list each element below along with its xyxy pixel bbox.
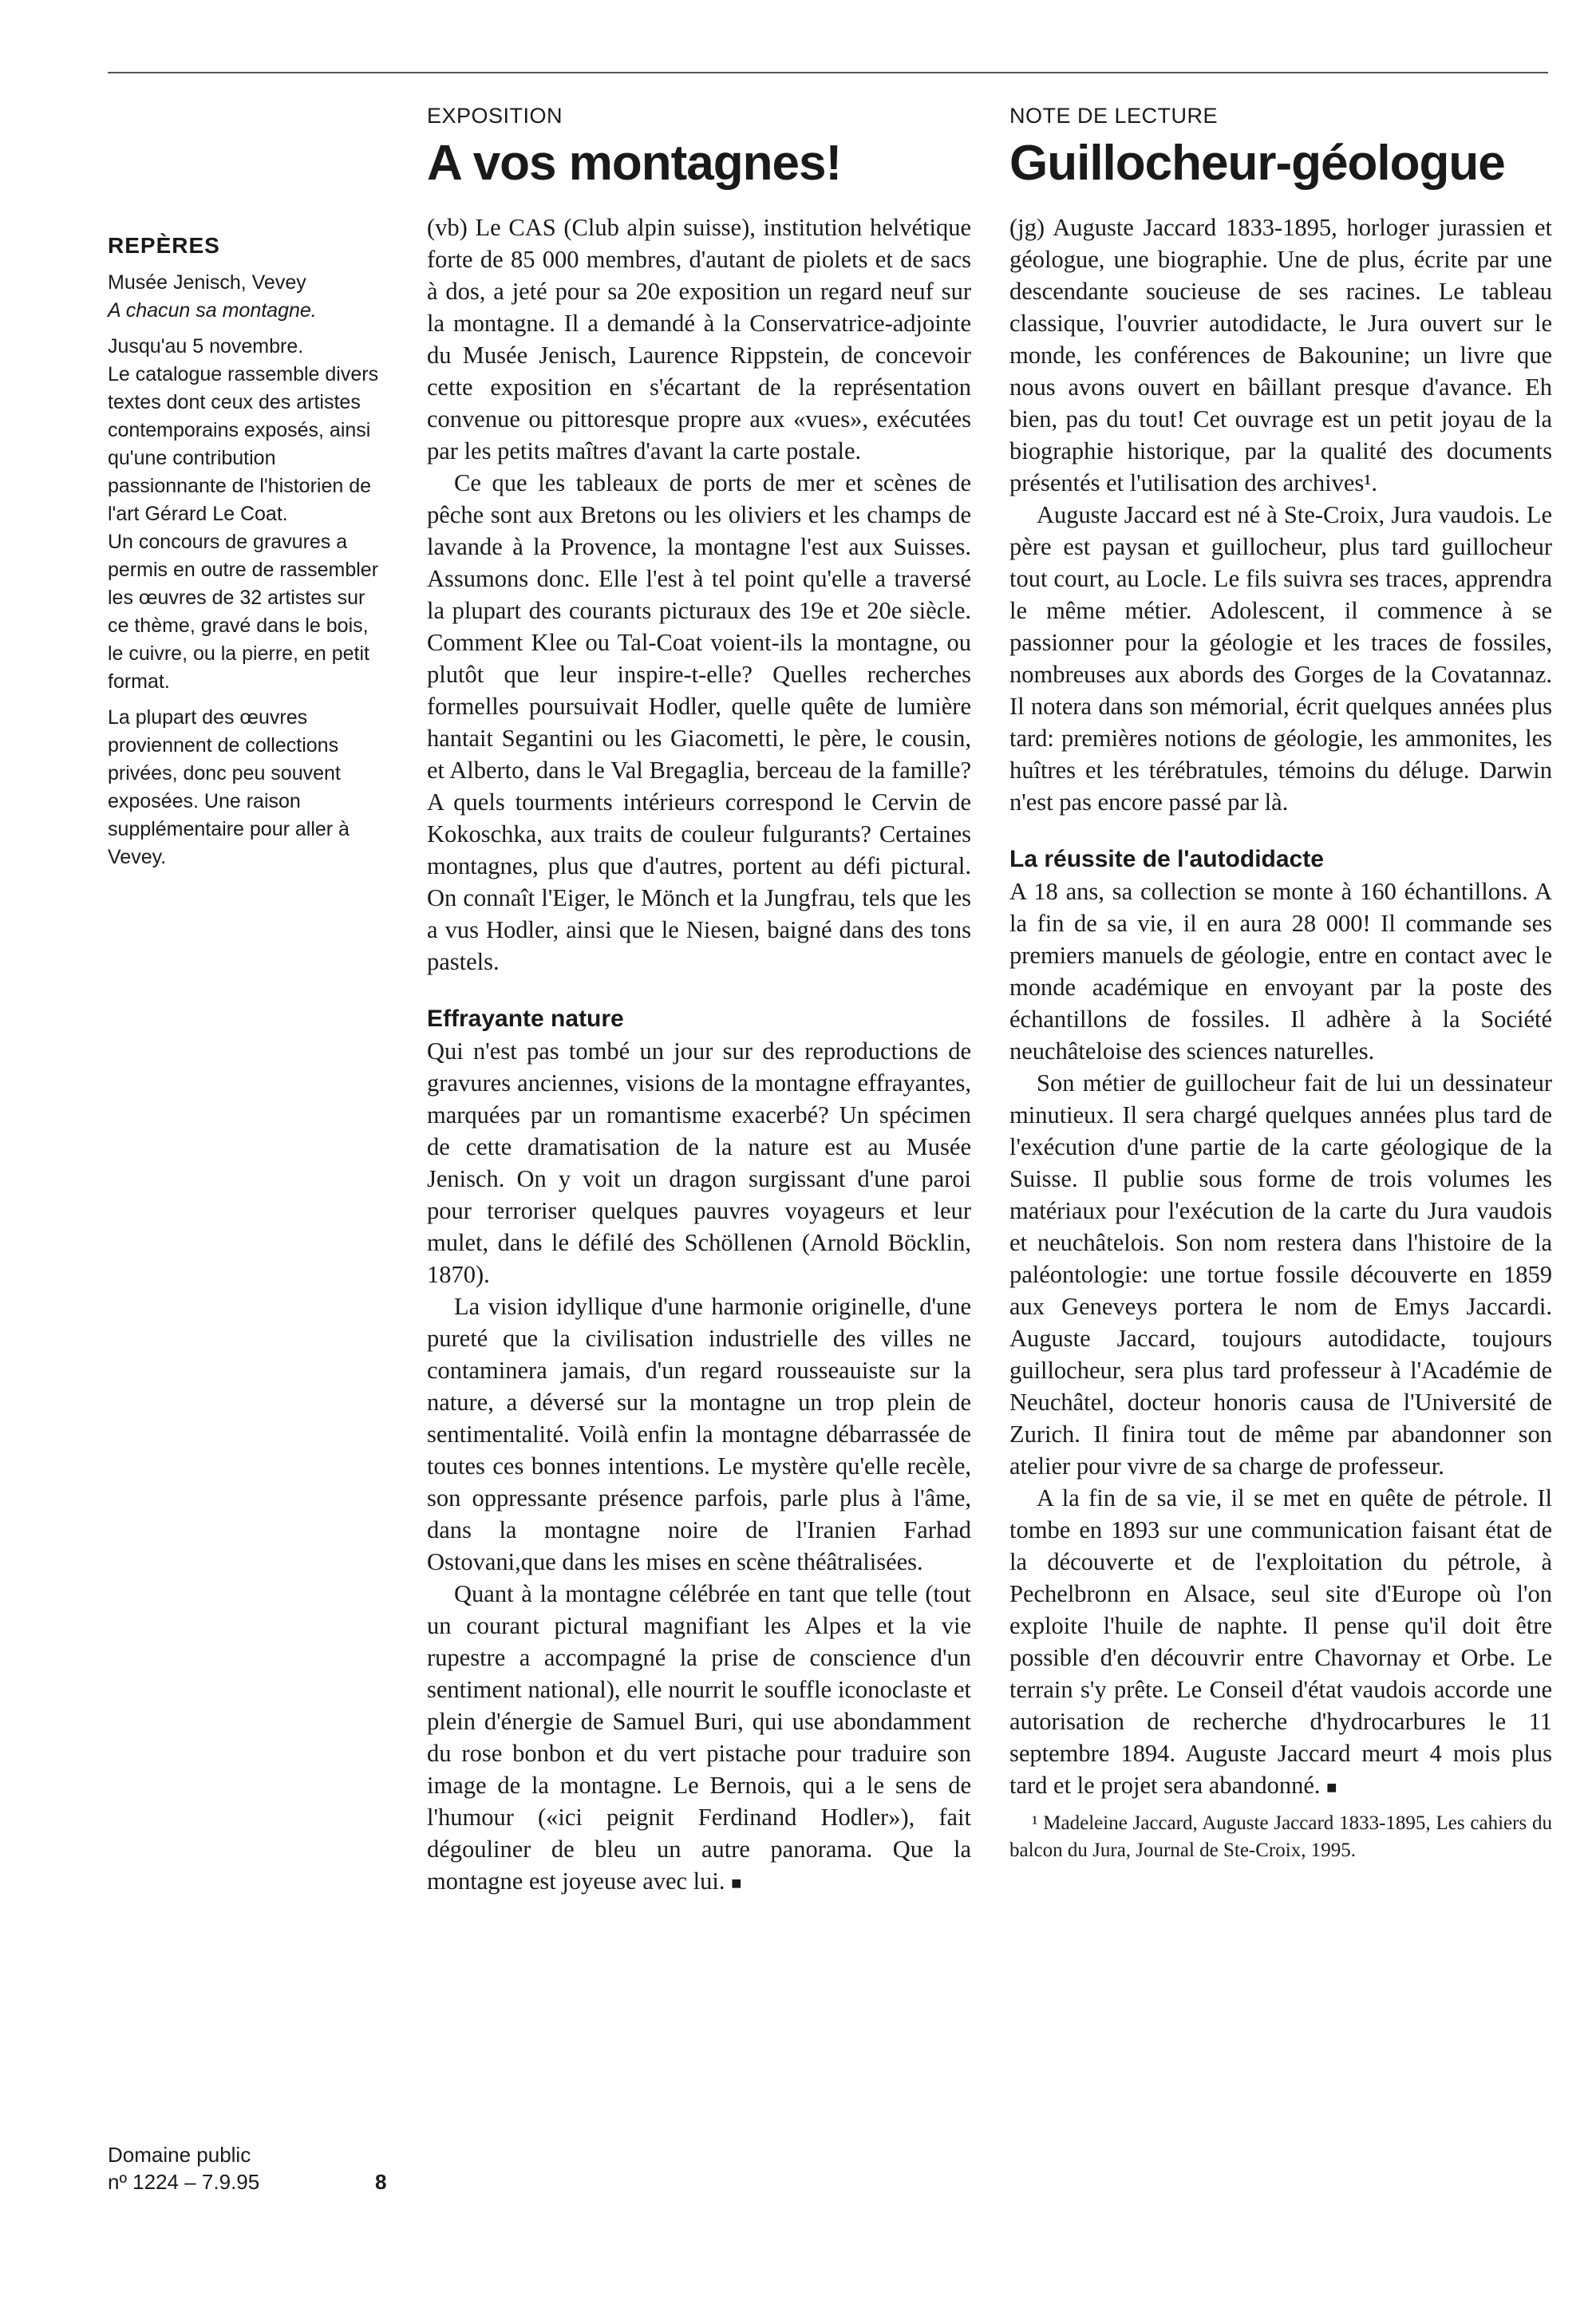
sidebar-info-block bbox=[108, 333, 383, 696]
article2-body bbox=[1009, 211, 1552, 1864]
top-rule bbox=[108, 72, 1548, 73]
sidebar-catalogue: Le catalogue rassemble divers textes dont ceux des artistes contemporains exposés, ainsi qu'une contribution passionnante de l'historien de l'art Gérard Le Coat. bbox=[108, 363, 379, 525]
article-note-de-lecture bbox=[1009, 104, 1552, 1864]
article2-paragraph-last bbox=[1009, 1482, 1552, 1804]
sidebar-venue: Musée Jenisch, Vevey bbox=[108, 271, 306, 294]
footer-publication: Domaine public bbox=[108, 2143, 251, 2167]
footnote: ¹ Madeleine Jaccard, Auguste Jaccard 1833-1895, Les cahiers du balcon du Jura, Journal de Ste-Croix, 1995. bbox=[1009, 1812, 1552, 1861]
article1-body bbox=[427, 211, 971, 1899]
article1-paragraph: Ce que les tableaux de ports de mer et scènes de pêche sont aux Bretons ou les oliviers et les champs de lavande à la Provence, la montagne l'est aux Suisses. Assumons donc. Elle l'est à tel point qu'elle a traversé la plupart des courants picturaux des 19e et 20e siècle. Comment Klee ou Tal-Coat voient-ils la montagne, ou plutôt que leur inspire-t-elle? Quelles recherches formelles poursuivait Hodler, quelle quête de lumière hantait Segantini ou les Giacometti, le père, le cousin, et Alberto, dans le Val Bregaglia, berceau de la famille? A quels tourments intérieurs correspond le Cervin de Kokoschka, aux traits de couleur fulgurants? Certaines montagnes, plus que d'autres, portent au défi pictural. On connaît l'Eiger, le Mönch et la Jungfrau, tels que les a vus Hodler, ainsi que le Niesen, baigné dans des tons pastels. bbox=[427, 469, 971, 975]
sidebar-dates: Jusqu'au 5 novembre. bbox=[108, 335, 304, 358]
article2-paragraph-text: A la fin de sa vie, il se met en quête de pétrole. Il tombe en 1893 sur une communication faisant état de la découverte et de l'exploitation du pétrole, à Pechelbronn en Alsace, seul site d'Europe où l'on exploite l'huile de naphte. Il pense qu'il doit être possible d'en découvrir entre Chavornay et Orbe. Le terrain s'y prête. Le Conseil d'état vaudois accorde une autorisation de recherche d'hydrocarbures le 11 septembre 1894. Auguste Jaccard meurt 4 mois plus tard et le projet sera abandonné. bbox=[1009, 1484, 1552, 1799]
article2-paragraph: (jg) Auguste Jaccard 1833-1895, horloger jurassien et géologue, une biographie. Une de plus, écrite par une descendante soucieuse de ses racines. Le tableau classique, l'ouvrier autodidacte, le Jura ouvert sur le monde, les conférences de Bakounine; un livre que nous avons ouvert en bâillant presque d'avance. Eh bien, pas du tout! Cet ouvrage est un petit joyau de la biographie historique, par la qualité des documents présentés et l'utilisation des archives¹. bbox=[1009, 214, 1552, 496]
article2-kicker: NOTE DE LECTURE bbox=[1009, 104, 1219, 128]
page-number: 8 bbox=[375, 2170, 387, 2194]
article1-subhead: Effrayante nature bbox=[427, 1006, 624, 1032]
sidebar-exhibition: A chacun sa montagne. bbox=[108, 299, 317, 322]
article2-title: Guillocheur-géologue bbox=[1009, 136, 1505, 191]
article1-kicker: EXPOSITION bbox=[427, 104, 563, 128]
sidebar-venue-block bbox=[108, 269, 383, 325]
sidebar-works: La plupart des œuvres proviennent de collections privées, donc peu souvent exposées. Une raison supplémentaire pour aller à Vevey. bbox=[108, 706, 350, 868]
article-exposition bbox=[427, 104, 971, 1899]
article1-paragraph: La vision idyllique d'une harmonie originelle, d'une pureté que la civilisation industrielle des villes ne contaminera jamais, d'un regard rousseauiste sur la nature, a déversé sur la montagne un trop plein de sentimentalité. Voilà enfin la montagne débarrassée de toutes ces bonnes intentions. Le mystère qu'elle recèle, son oppressante présence parfois, parle plus à l'âme, dans la montagne noire de l'Iranien Farhad Ostovani,que dans les mises en scène théâtralisées. bbox=[427, 1293, 971, 1575]
article2-subhead: La réussite de l'autodidacte bbox=[1009, 846, 1324, 872]
article1-paragraph: (vb) Le CAS (Club alpin suisse), institution helvétique forte de 85 000 membres, d'autant de piolets et de sacs à dos, a jeté pour sa 20e exposition un regard neuf sur la montagne. Il a demandé à la Conservatrice-adjointe du Musée Jenisch, Laurence Rippstein, de concevoir cette exposition en s'écartant de la représentation convenue ou pittoresque propre aux «vues», exécutées par les petits maîtres d'avant la carte postale. bbox=[427, 214, 971, 464]
article2-paragraph: A 18 ans, sa collection se monte à 160 échantillons. A la fin de sa vie, il en aura 28 000! Il commande ses premiers manuels de géologie, entre en contact avec le monde académique en envoyant par la poste des échantillons de fossiles. Il adhère à la Société neuchâteloise des sciences naturelles. bbox=[1009, 878, 1552, 1065]
sidebar-heading: REPÈRES bbox=[108, 233, 220, 258]
footer-issue: nº 1224 – 7.9.95 bbox=[108, 2170, 260, 2194]
article1-paragraph: Qui n'est pas tombé un jour sur des reproductions de gravures anciennes, visions de la montagne effrayantes, marquées par un romantisme exacerbé? Un spécimen de cette dramatisation de la nature est au Musée Jenisch. On y voit un dragon surgissant d'une paroi pour terroriser quelques pauvres voyageurs et leur mulet, dans le défilé des Schöllenen (Arnold Böcklin, 1870). bbox=[427, 1037, 971, 1288]
article1-paragraph-last bbox=[427, 1578, 971, 1899]
end-mark-icon: ■ bbox=[731, 1873, 742, 1893]
article2-paragraph: Son métier de guillocheur fait de lui un dessinateur minutieux. Il sera chargé quelques années plus tard de l'exécution d'une partie de la carte géologique de la Suisse. Il publie sous forme de trois volumes les matériaux pour l'exécution de la carte du Jura vaudois et neuchâtelois. Son nom restera dans l'histoire de la paléontologie: une tortue fossile découverte en 1859 aux Geneveys portera le nom de Emys Jaccardi. Auguste Jaccard, toujours autodidacte, toujours guillocheur, sera plus tard professeur à l'Académie de Neuchâtel, docteur honoris causa de l'Université de Zurich. Il finira tout de même par abandonner son atelier pour vivre de sa charge de professeur. bbox=[1009, 1069, 1552, 1480]
end-mark-icon: ■ bbox=[1326, 1777, 1337, 1797]
article1-title: A vos montagnes! bbox=[427, 136, 842, 191]
sidebar-reperes bbox=[108, 231, 383, 879]
sidebar-contest: Un concours de gravures a permis en outre de rassembler les œuvres de 32 artistes sur ce thème, gravé dans le bois, le cuivre, ou la pierre, en petit format. bbox=[108, 531, 379, 693]
page-footer bbox=[108, 2141, 395, 2195]
article1-paragraph-text: Quant à la montagne célébrée en tant que telle (tout un courant pictural magnifiant les Alpes et la vie rupestre a accompagné la prise de conscience d'un sentiment national), elle nourrit le souffle iconoclaste et plein d'énergie de Samuel Buri, qui use abondamment du rose bonbon et du vert pistache pour traduire son image de la montagne. Le Bernois, qui a le sens de l'humour («ici peignit Ferdinand Hodler»), fait dégouliner de bleu un autre panorama. Que la montagne est joyeuse avec lui. bbox=[427, 1580, 971, 1895]
article2-paragraph: Auguste Jaccard est né à Ste-Croix, Jura vaudois. Le père est paysan et guillocheur, plus tard guillocheur tout court, au Locle. Le fils suivra ses traces, apprendra le même métier. Adolescent, il commence à se passionner pour la géologie et les traces de fossiles, nombreuses aux abords des Gorges de la Covatannaz. Il notera dans son mémorial, écrit quelques années plus tard: premières notions de géologie, les ammonites, les huîtres et les térébratules, témoins du déluge. Darwin n'est pas encore passé par là. bbox=[1009, 501, 1552, 816]
